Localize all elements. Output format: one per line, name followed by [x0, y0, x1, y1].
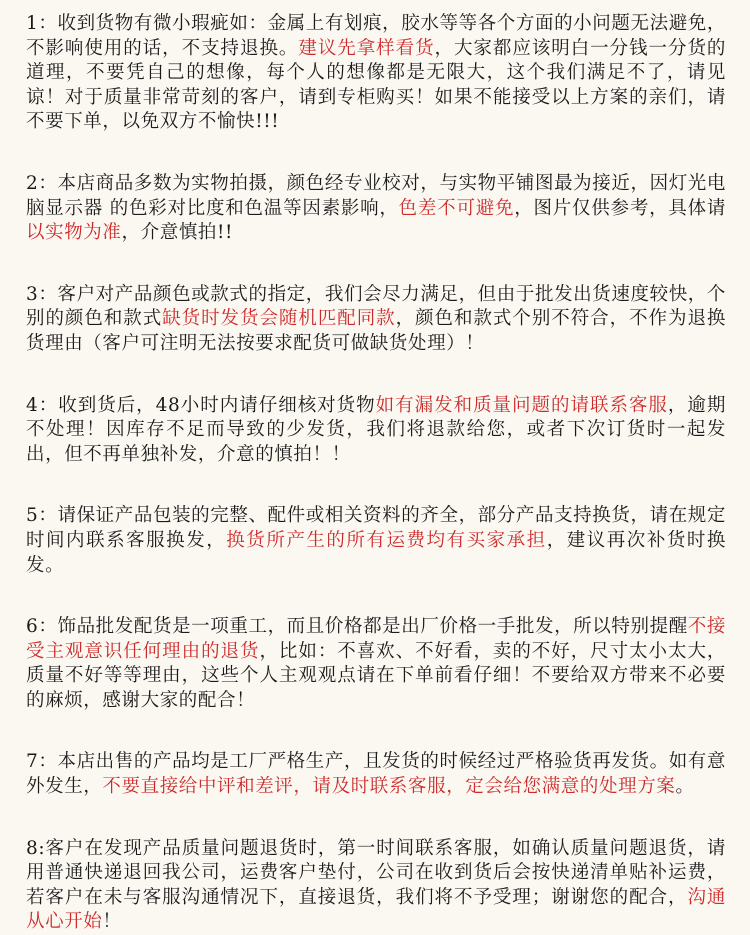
- paragraph-text: 6：饰品批发配货是一项重工，而且价格都是出厂价格一手批发，所以特别提醒: [26, 616, 688, 638]
- highlight-text: 缺货时发货会随机匹配同款: [162, 308, 396, 330]
- paragraph-text: ，大家都应该明白一分钱一分货的道理，不要凭自己的想像，每个人的想像都是无限大，这个我们满足不了，请见谅！对于质量非常苛刻的客户，请到专柜购买！如果不能接受以上方案的亲们，请不要下单，以免双方不愉快!!!: [26, 37, 726, 133]
- paragraph-text: ，建议再次补货时换发。: [26, 529, 726, 576]
- notice-paragraph-1: [26, 12, 726, 135]
- paragraph-text: ，介意慎拍!!: [121, 222, 234, 244]
- highlight-text: 如有漏发和质量问题的请联系客服: [375, 394, 668, 416]
- paragraph-text: ，逾期不处理！因库存不足而导致的少发货，我们将退款给您，或者下次订货时一起发出，但不再单独补发，介意的慎拍！！: [26, 394, 726, 465]
- highlight-text: 换货所产生的所有运费均有买家承担: [226, 529, 547, 551]
- highlight-text: 建议先拿样看货: [298, 37, 435, 59]
- paragraph-text: 8:客户在发现产品质量问题退货时，第一时间联系客服，如确认质量问题退货，请用普通快递退回我公司，运费客户垫付，公司在收到货后会按快递清单贴补运费，若客户在未与客服沟通情况下，直接退货，我们将不予受理；谢谢您的配合，: [26, 837, 726, 908]
- paragraph-text: ，比如：不喜欢、不好看，卖的不好，尺寸太小太大，质量不好等等理由，这些个人主观观点请在下单前看仔细！不要给双方带来不必要的麻烦，感谢大家的配合！: [26, 640, 726, 711]
- paragraph-text: 4：收到货后，48小时内请仔细核对货物: [26, 394, 376, 416]
- paragraph-text: 1：收到货物有微小瑕疵如：金属上有划痕，胶水等等各个方面的小问题无法避免，不影响使用的话，不支持退换。: [26, 13, 726, 59]
- highlight-text: 色差不可避免: [398, 197, 515, 219]
- notice-paragraph-2: [26, 172, 726, 246]
- notice-paragraph-4: [26, 394, 726, 468]
- paragraph-text: 3：客户对产品颜色或款式的指定，我们会尽力满足，但由于批发出货速度较快，个别的颜色和款式: [26, 283, 726, 330]
- highlight-text: 以实物为准: [26, 222, 122, 244]
- notice-paragraph-8: [26, 837, 726, 935]
- paragraph-text: 5：请保证产品包装的完整、配件或相关资料的齐全，部分产品支持换货，请在规定时间内联系客服换发，: [26, 505, 726, 551]
- paragraph-text: 2：本店商品多数为实物拍摄，颜色经专业校对，与实物平铺图最为接近，因灯光电脑显示器 的色彩对比度和色温等因素影响，: [26, 172, 726, 219]
- highlight-text: 沟通从心开始: [26, 886, 727, 933]
- notice-paragraph-3: [26, 283, 726, 357]
- highlight-text: 不要直接给中评和差评，请及时联系客服，定会给您满意的处理方案: [102, 776, 676, 798]
- notice-paragraph-5: [26, 504, 726, 578]
- highlight-text: 不接受主观意识任何理由的退货: [26, 616, 726, 662]
- paragraph-text: ，图片仅供参考，具体请: [514, 197, 726, 219]
- paragraph-text: ，颜色和款式个别不符合，不作为退换货理由（客户可注明无法按要求配货可做缺货处理）！: [26, 308, 727, 354]
- paragraph-text: 。: [675, 776, 695, 798]
- notice-paragraph-6: [26, 615, 726, 713]
- notice-paragraph-7: [26, 750, 726, 799]
- paragraph-text: 7：本店出售的产品均是工厂严格生产，且发货的时候经过严格验货再发货。如有意外发生，: [26, 751, 726, 798]
- paragraph-text: ！: [102, 911, 122, 933]
